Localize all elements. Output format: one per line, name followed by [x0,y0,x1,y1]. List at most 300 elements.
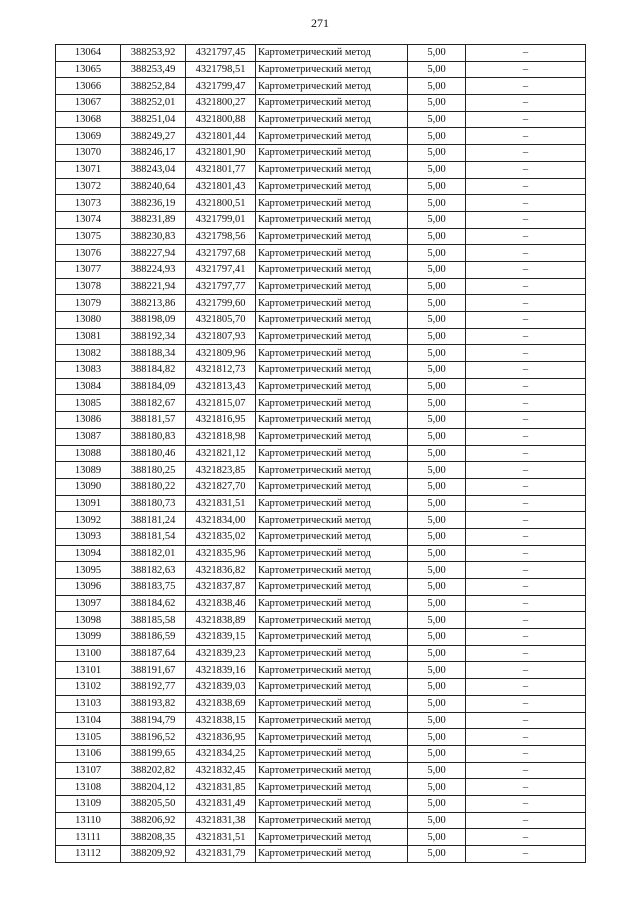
table-row [56,612,586,629]
note-cell: – [466,528,586,545]
method-cell: Картометрический метод [256,846,408,863]
note-cell: – [466,378,586,395]
point-number-cell: 13105 [56,729,121,746]
y-coordinate-cell: 4321801,90 [186,145,256,162]
point-number-cell: 13068 [56,111,121,128]
method-cell: Картометрический метод [256,745,408,762]
table-row [56,729,586,746]
point-number-cell: 13093 [56,528,121,545]
note-cell: – [466,312,586,329]
table-row [56,846,586,863]
accuracy-cell: 5,00 [408,312,466,329]
accuracy-cell: 5,00 [408,61,466,78]
x-coordinate-cell: 388180,46 [121,445,186,462]
method-cell: Картометрический метод [256,45,408,62]
accuracy-cell: 5,00 [408,629,466,646]
y-coordinate-cell: 4321839,23 [186,645,256,662]
accuracy-cell: 5,00 [408,161,466,178]
y-coordinate-cell: 4321832,45 [186,762,256,779]
point-number-cell: 13087 [56,428,121,445]
table-row [56,161,586,178]
point-number-cell: 13096 [56,579,121,596]
table-row [56,512,586,529]
y-coordinate-cell: 4321807,93 [186,328,256,345]
x-coordinate-cell: 388196,52 [121,729,186,746]
point-number-cell: 13065 [56,61,121,78]
accuracy-cell: 5,00 [408,145,466,162]
method-cell: Картометрический метод [256,362,408,379]
point-number-cell: 13080 [56,312,121,329]
x-coordinate-cell: 388181,54 [121,528,186,545]
table-row [56,779,586,796]
point-number-cell: 13067 [56,95,121,112]
x-coordinate-cell: 388182,67 [121,395,186,412]
point-number-cell: 13092 [56,512,121,529]
x-coordinate-cell: 388184,82 [121,362,186,379]
note-cell: – [466,111,586,128]
table-row [56,762,586,779]
point-number-cell: 13104 [56,712,121,729]
accuracy-cell: 5,00 [408,579,466,596]
point-number-cell: 13108 [56,779,121,796]
point-number-cell: 13074 [56,211,121,228]
y-coordinate-cell: 4321797,45 [186,45,256,62]
method-cell: Картометрический метод [256,428,408,445]
y-coordinate-cell: 4321838,15 [186,712,256,729]
x-coordinate-cell: 388192,34 [121,328,186,345]
method-cell: Картометрический метод [256,128,408,145]
point-number-cell: 13069 [56,128,121,145]
accuracy-cell: 5,00 [408,261,466,278]
note-cell: – [466,211,586,228]
table-row [56,795,586,812]
method-cell: Картометрический метод [256,495,408,512]
method-cell: Картометрический метод [256,512,408,529]
x-coordinate-cell: 388184,09 [121,378,186,395]
method-cell: Картометрический метод [256,278,408,295]
note-cell: – [466,245,586,262]
point-number-cell: 13097 [56,595,121,612]
method-cell: Картометрический метод [256,445,408,462]
y-coordinate-cell: 4321812,73 [186,362,256,379]
table-row [56,562,586,579]
point-number-cell: 13064 [56,45,121,62]
y-coordinate-cell: 4321797,41 [186,261,256,278]
point-number-cell: 13109 [56,795,121,812]
accuracy-cell: 5,00 [408,495,466,512]
table-row [56,579,586,596]
x-coordinate-cell: 388187,64 [121,645,186,662]
point-number-cell: 13078 [56,278,121,295]
note-cell: – [466,428,586,445]
note-cell: – [466,178,586,195]
table-row [56,111,586,128]
note-cell: – [466,629,586,646]
x-coordinate-cell: 388183,75 [121,579,186,596]
table-row [56,445,586,462]
accuracy-cell: 5,00 [408,178,466,195]
accuracy-cell: 5,00 [408,829,466,846]
y-coordinate-cell: 4321816,95 [186,412,256,429]
method-cell: Картометрический метод [256,78,408,95]
table-row [56,228,586,245]
accuracy-cell: 5,00 [408,445,466,462]
point-number-cell: 13094 [56,545,121,562]
method-cell: Картометрический метод [256,95,408,112]
y-coordinate-cell: 4321809,96 [186,345,256,362]
accuracy-cell: 5,00 [408,345,466,362]
table-row [56,462,586,479]
method-cell: Картометрический метод [256,111,408,128]
y-coordinate-cell: 4321831,38 [186,812,256,829]
note-cell: – [466,512,586,529]
y-coordinate-cell: 4321831,51 [186,829,256,846]
table-row [56,645,586,662]
note-cell: – [466,478,586,495]
y-coordinate-cell: 4321800,27 [186,95,256,112]
note-cell: – [466,78,586,95]
accuracy-cell: 5,00 [408,512,466,529]
note-cell: – [466,562,586,579]
method-cell: Картометрический метод [256,211,408,228]
method-cell: Картометрический метод [256,178,408,195]
method-cell: Картометрический метод [256,528,408,545]
method-cell: Картометрический метод [256,579,408,596]
method-cell: Картометрический метод [256,61,408,78]
y-coordinate-cell: 4321838,69 [186,695,256,712]
table-row [56,712,586,729]
point-number-cell: 13073 [56,195,121,212]
accuracy-cell: 5,00 [408,812,466,829]
coordinates-table [55,44,586,863]
accuracy-cell: 5,00 [408,645,466,662]
coordinates-table-body [56,45,586,863]
y-coordinate-cell: 4321838,89 [186,612,256,629]
point-number-cell: 13106 [56,745,121,762]
accuracy-cell: 5,00 [408,245,466,262]
table-row [56,95,586,112]
table-row [56,195,586,212]
point-number-cell: 13079 [56,295,121,312]
y-coordinate-cell: 4321815,07 [186,395,256,412]
point-number-cell: 13107 [56,762,121,779]
table-row [56,495,586,512]
table-row [56,362,586,379]
table-row [56,478,586,495]
note-cell: – [466,45,586,62]
x-coordinate-cell: 388191,67 [121,662,186,679]
note-cell: – [466,729,586,746]
note-cell: – [466,812,586,829]
table-row [56,128,586,145]
x-coordinate-cell: 388199,65 [121,745,186,762]
method-cell: Картометрический метод [256,312,408,329]
table-row [56,528,586,545]
x-coordinate-cell: 388243,04 [121,161,186,178]
method-cell: Картометрический метод [256,295,408,312]
method-cell: Картометрический метод [256,812,408,829]
table-row [56,278,586,295]
accuracy-cell: 5,00 [408,846,466,863]
table-row [56,428,586,445]
x-coordinate-cell: 388198,09 [121,312,186,329]
accuracy-cell: 5,00 [408,679,466,696]
table-row [56,78,586,95]
x-coordinate-cell: 388208,35 [121,829,186,846]
table-row [56,412,586,429]
x-coordinate-cell: 388251,04 [121,111,186,128]
point-number-cell: 13088 [56,445,121,462]
y-coordinate-cell: 4321839,16 [186,662,256,679]
x-coordinate-cell: 388182,63 [121,562,186,579]
x-coordinate-cell: 388180,25 [121,462,186,479]
method-cell: Картометрический метод [256,161,408,178]
point-number-cell: 13072 [56,178,121,195]
y-coordinate-cell: 4321839,15 [186,629,256,646]
accuracy-cell: 5,00 [408,795,466,812]
y-coordinate-cell: 4321801,44 [186,128,256,145]
accuracy-cell: 5,00 [408,395,466,412]
y-coordinate-cell: 4321799,01 [186,211,256,228]
table-row [56,328,586,345]
x-coordinate-cell: 388240,64 [121,178,186,195]
point-number-cell: 13090 [56,478,121,495]
accuracy-cell: 5,00 [408,612,466,629]
method-cell: Картометрический метод [256,712,408,729]
accuracy-cell: 5,00 [408,662,466,679]
y-coordinate-cell: 4321837,87 [186,579,256,596]
point-number-cell: 13076 [56,245,121,262]
note-cell: – [466,846,586,863]
method-cell: Картометрический метод [256,462,408,479]
y-coordinate-cell: 4321801,43 [186,178,256,195]
note-cell: – [466,679,586,696]
accuracy-cell: 5,00 [408,211,466,228]
y-coordinate-cell: 4321798,51 [186,61,256,78]
y-coordinate-cell: 4321835,96 [186,545,256,562]
y-coordinate-cell: 4321836,82 [186,562,256,579]
table-row [56,395,586,412]
y-coordinate-cell: 4321839,03 [186,679,256,696]
note-cell: – [466,762,586,779]
table-row [56,595,586,612]
y-coordinate-cell: 4321834,25 [186,745,256,762]
method-cell: Картометрический метод [256,261,408,278]
note-cell: – [466,61,586,78]
note-cell: – [466,795,586,812]
point-number-cell: 13102 [56,679,121,696]
point-number-cell: 13077 [56,261,121,278]
method-cell: Картометрический метод [256,645,408,662]
table-row [56,245,586,262]
note-cell: – [466,128,586,145]
x-coordinate-cell: 388184,62 [121,595,186,612]
point-number-cell: 13086 [56,412,121,429]
table-row [56,312,586,329]
y-coordinate-cell: 4321813,43 [186,378,256,395]
accuracy-cell: 5,00 [408,295,466,312]
y-coordinate-cell: 4321799,47 [186,78,256,95]
note-cell: – [466,662,586,679]
accuracy-cell: 5,00 [408,712,466,729]
table-row [56,145,586,162]
note-cell: – [466,495,586,512]
x-coordinate-cell: 388205,50 [121,795,186,812]
point-number-cell: 13100 [56,645,121,662]
y-coordinate-cell: 4321834,00 [186,512,256,529]
point-number-cell: 13084 [56,378,121,395]
note-cell: – [466,445,586,462]
point-number-cell: 13085 [56,395,121,412]
accuracy-cell: 5,00 [408,462,466,479]
x-coordinate-cell: 388202,82 [121,762,186,779]
method-cell: Картометрический метод [256,545,408,562]
method-cell: Картометрический метод [256,629,408,646]
y-coordinate-cell: 4321831,49 [186,795,256,812]
note-cell: – [466,412,586,429]
method-cell: Картометрический метод [256,145,408,162]
point-number-cell: 13099 [56,629,121,646]
accuracy-cell: 5,00 [408,428,466,445]
method-cell: Картометрический метод [256,795,408,812]
y-coordinate-cell: 4321797,68 [186,245,256,262]
x-coordinate-cell: 388249,27 [121,128,186,145]
note-cell: – [466,545,586,562]
point-number-cell: 13101 [56,662,121,679]
x-coordinate-cell: 388193,82 [121,695,186,712]
x-coordinate-cell: 388252,84 [121,78,186,95]
x-coordinate-cell: 388192,77 [121,679,186,696]
y-coordinate-cell: 4321801,77 [186,161,256,178]
method-cell: Картометрический метод [256,612,408,629]
y-coordinate-cell: 4321831,85 [186,779,256,796]
note-cell: – [466,345,586,362]
note-cell: – [466,161,586,178]
note-cell: – [466,395,586,412]
accuracy-cell: 5,00 [408,278,466,295]
x-coordinate-cell: 388181,57 [121,412,186,429]
accuracy-cell: 5,00 [408,412,466,429]
method-cell: Картометрический метод [256,195,408,212]
table-row [56,261,586,278]
y-coordinate-cell: 4321798,56 [186,228,256,245]
point-number-cell: 13095 [56,562,121,579]
accuracy-cell: 5,00 [408,695,466,712]
y-coordinate-cell: 4321836,95 [186,729,256,746]
point-number-cell: 13066 [56,78,121,95]
note-cell: – [466,362,586,379]
table-row [56,629,586,646]
x-coordinate-cell: 388204,12 [121,779,186,796]
point-number-cell: 13071 [56,161,121,178]
note-cell: – [466,695,586,712]
y-coordinate-cell: 4321799,60 [186,295,256,312]
method-cell: Картометрический метод [256,829,408,846]
accuracy-cell: 5,00 [408,195,466,212]
y-coordinate-cell: 4321821,12 [186,445,256,462]
note-cell: – [466,145,586,162]
page-number: 271 [311,16,329,30]
x-coordinate-cell: 388194,79 [121,712,186,729]
accuracy-cell: 5,00 [408,478,466,495]
x-coordinate-cell: 388206,92 [121,812,186,829]
accuracy-cell: 5,00 [408,779,466,796]
y-coordinate-cell: 4321831,79 [186,846,256,863]
x-coordinate-cell: 388181,24 [121,512,186,529]
table-row [56,662,586,679]
accuracy-cell: 5,00 [408,111,466,128]
x-coordinate-cell: 388188,34 [121,345,186,362]
x-coordinate-cell: 388253,92 [121,45,186,62]
x-coordinate-cell: 388185,58 [121,612,186,629]
point-number-cell: 13098 [56,612,121,629]
accuracy-cell: 5,00 [408,128,466,145]
accuracy-cell: 5,00 [408,528,466,545]
y-coordinate-cell: 4321823,85 [186,462,256,479]
note-cell: – [466,595,586,612]
method-cell: Картометрический метод [256,245,408,262]
accuracy-cell: 5,00 [408,328,466,345]
note-cell: – [466,278,586,295]
accuracy-cell: 5,00 [408,78,466,95]
note-cell: – [466,612,586,629]
point-number-cell: 13082 [56,345,121,362]
note-cell: – [466,195,586,212]
note-cell: – [466,95,586,112]
x-coordinate-cell: 388231,89 [121,211,186,228]
accuracy-cell: 5,00 [408,95,466,112]
method-cell: Картометрический метод [256,562,408,579]
x-coordinate-cell: 388230,83 [121,228,186,245]
table-row [56,178,586,195]
table-row [56,545,586,562]
x-coordinate-cell: 388224,93 [121,261,186,278]
accuracy-cell: 5,00 [408,378,466,395]
table-row [56,695,586,712]
x-coordinate-cell: 388227,94 [121,245,186,262]
table-row [56,378,586,395]
table-row [56,295,586,312]
y-coordinate-cell: 4321827,70 [186,478,256,495]
note-cell: – [466,228,586,245]
method-cell: Картометрический метод [256,412,408,429]
table-row [56,61,586,78]
accuracy-cell: 5,00 [408,595,466,612]
note-cell: – [466,779,586,796]
x-coordinate-cell: 388221,94 [121,278,186,295]
point-number-cell: 13112 [56,846,121,863]
note-cell: – [466,712,586,729]
point-number-cell: 13070 [56,145,121,162]
accuracy-cell: 5,00 [408,545,466,562]
x-coordinate-cell: 388236,19 [121,195,186,212]
y-coordinate-cell: 4321838,46 [186,595,256,612]
accuracy-cell: 5,00 [408,762,466,779]
note-cell: – [466,462,586,479]
table-row [56,745,586,762]
table-row [56,345,586,362]
table-row [56,45,586,62]
accuracy-cell: 5,00 [408,362,466,379]
method-cell: Картометрический метод [256,378,408,395]
table-row [56,679,586,696]
y-coordinate-cell: 4321800,88 [186,111,256,128]
table-row [56,812,586,829]
method-cell: Картометрический метод [256,595,408,612]
method-cell: Картометрический метод [256,662,408,679]
method-cell: Картометрический метод [256,478,408,495]
note-cell: – [466,829,586,846]
